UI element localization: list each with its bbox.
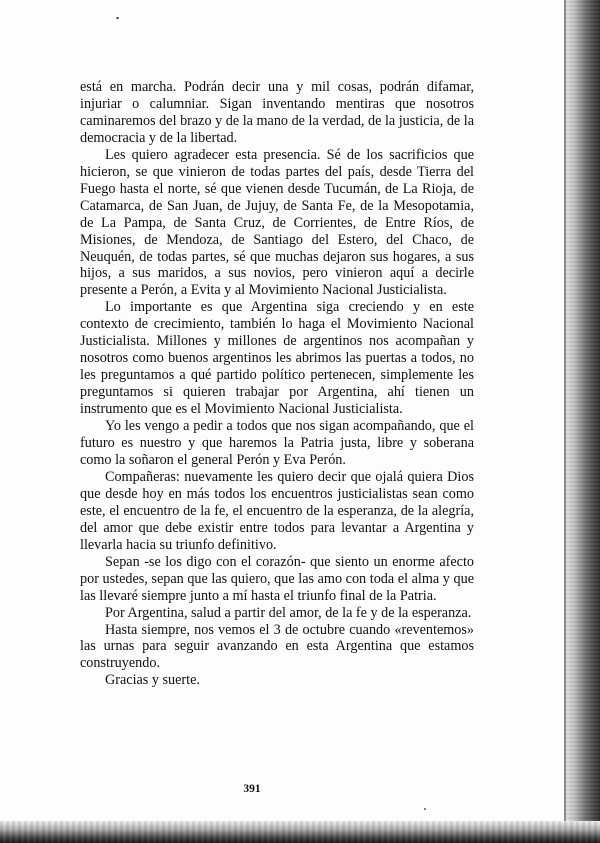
paragraph: Hasta siempre, nos vemos el 3 de octubre cuando «reventemos» las urnas para seguir avanzando en esta Argentina que estamos construyendo. (80, 621, 474, 672)
paragraph: está en marcha. Podrán decir una y mil cosas, podrán difamar, injuriar o calumniar. Sigan inventando mentiras que nosotros caminaremos del brazo y de la mano de la verdad, de la justicia, de la democracia y de la libertad. (80, 79, 474, 146)
paragraph: Yo les vengo a pedir a todos que nos sigan acompañando, que el futuro es nuestro y que haremos la Patria justa, libre y soberana como la soñaron el general Perón y Eva Perón. (80, 418, 474, 468)
scan-border-right (564, 0, 600, 843)
scan-border-bottom (0, 821, 600, 843)
scan-speck (424, 808, 426, 810)
paragraph: Compañeras: nuevamente les quiero decir que ojalá quiera Dios que desde hoy en más todos los encuentros justicialistas sean como este, el encuentro de la fe, el encuentro de la esperanza, de la alegría, del amor que debe existir entre todos para levantar a Argentina y llevarla hacia su triunfo definitivo. (80, 468, 474, 553)
scan-speck (116, 17, 119, 19)
paragraph: Gracias y suerte. (105, 672, 200, 689)
body-text (80, 79, 474, 689)
page-number: 391 (243, 783, 261, 795)
paragraph: Lo importante es que Argentina siga creciendo y en este contexto de crecimiento, también lo haga el Movimiento Nacional Justicialista. Millones y millones de argentinos nos acompañan y nosotros como buenos argentinos les abrimos las puertas a todos, no les preguntamos a qué partido político pertenecen, simplemente les preguntamos si quieren trabajar por Argentina, ahí tienen un instrumento que es el Movimiento Nacional Justicialista. (80, 299, 474, 418)
paragraph: Les quiero agradecer esta presencia. Sé de los sacrificios que hicieron, se que vinieron de todas partes del país, desde Tierra del Fuego hasta el norte, sé que vienen desde Tucumán, de La Rioja, de Catamarca, de San Juan, de Jujuy, de Santa Fe, de la Mesopotamia, de La Pampa, de Santa Cruz, de Corrientes, de Entre Ríos, de Misiones, de Mendoza, de Santiago del Estero, del Chaco, de Neuquén, de todas partes, sé que muchas dejaron sus hogares, a sus hijos, a sus maridos, a sus novios, pero vinieron aquí a decirle presente a Perón, a Evita y al Movimiento Nacional Justicialista. (80, 146, 474, 299)
paragraph: Sepan -se los digo con el corazón- que siento un enorme afecto por ustedes, sepan que las quiero, que las amo con toda el alma y que las llevaré siempre junto a mí hasta el triunfo final de la Patria. (80, 553, 474, 604)
paragraph: Por Argentina, salud a partir del amor, de la fe y de la esperanza. (105, 604, 472, 621)
